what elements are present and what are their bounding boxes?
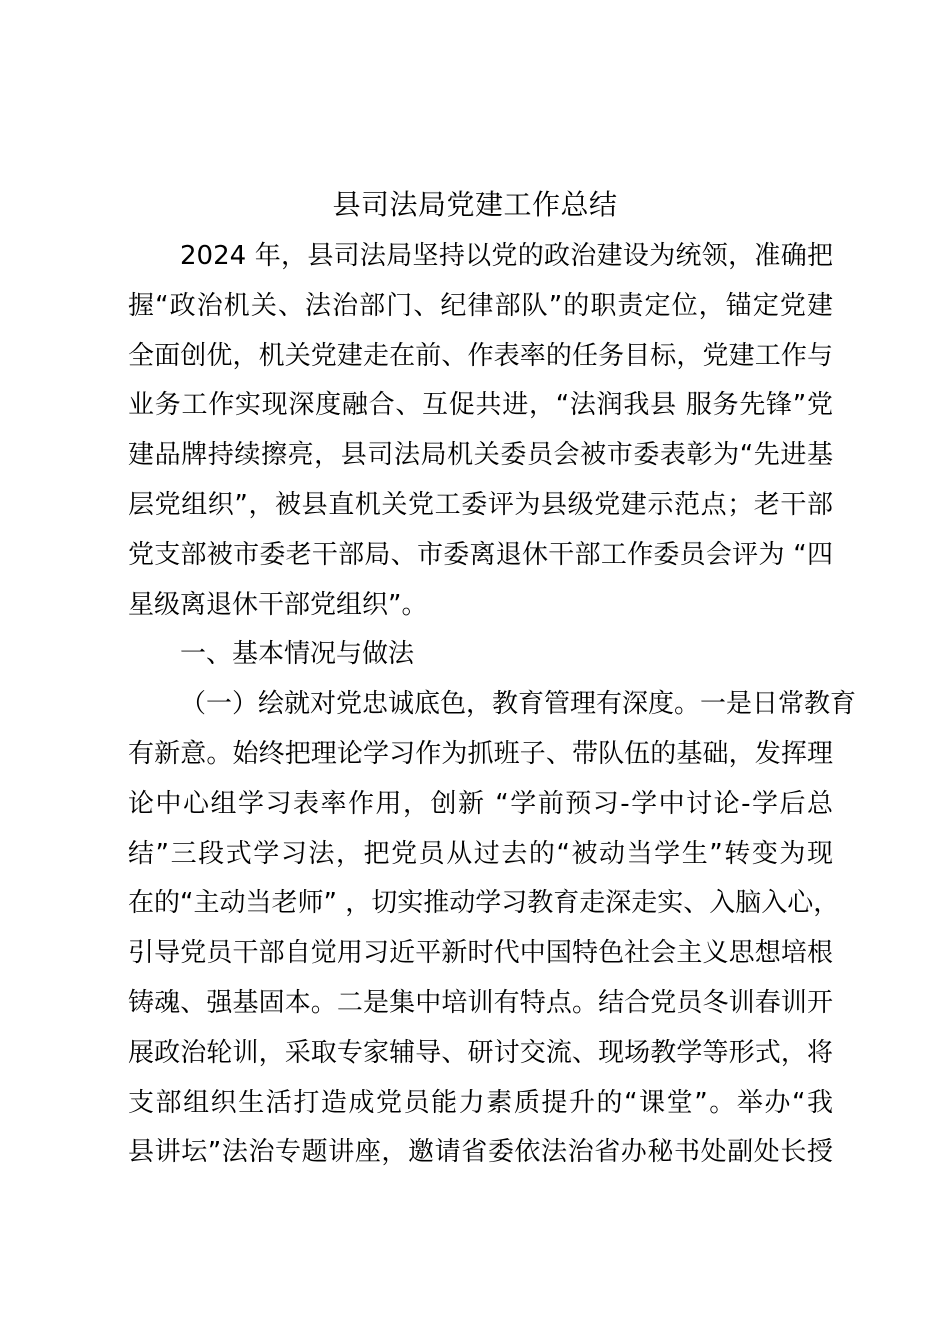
text-line: 展政治轮训，采取专家辅导、研讨交流、现场教学等形式，将 — [128, 1037, 833, 1068]
text-line: 有新意。始终把理论学习作为抓班子、带队伍的基础，发挥理 — [128, 738, 833, 769]
paragraph-section-one — [128, 680, 857, 1178]
text-line: 党支部被市委老干部局、市委离退休干部工作委员会评为 “四 — [128, 539, 833, 570]
text-line: 在的“主动当老师” ，切实推动学习教育走深走实、入脑入心， — [128, 888, 840, 919]
text-line: 层党组织”，被县直机关党工委评为县级党建示范点；老干部 — [128, 489, 833, 520]
text-line: 2024 年，县司法局坚持以党的政治建设为统领，准确把 — [180, 241, 833, 271]
text-line: 握“政治机关、法治部门、纪律部队”的职责定位，锚定党建 — [128, 290, 833, 321]
document-body — [128, 232, 857, 1178]
text-line: 论中心组学习表率作用，创新 “学前预习-学中讨论-学后总 — [128, 788, 833, 819]
text-line: 全面创优，机关党建走在前、作表率的任务目标，党建工作与 — [128, 340, 833, 371]
text-line: 引导党员干部自觉用习近平新时代中国特色社会主义思想培根 — [128, 938, 833, 969]
text-line: 结”三段式学习法，把党员从过去的“被动当学生”转变为现 — [128, 838, 833, 869]
text-line: 业务工作实现深度融合、互促共进，“法润我县 服务先锋”党 — [128, 390, 833, 421]
paragraph-intro — [128, 232, 833, 630]
section-heading: 一、基本情况与做法 — [180, 639, 415, 670]
document-title: 县司法局党建工作总结 — [332, 188, 618, 221]
text-line: 星级离退休干部党组织”。 — [128, 589, 428, 620]
text-line: 建品牌持续擦亮，县司法局机关委员会被市委表彰为“先进基 — [128, 440, 833, 471]
text-line: 铸魂、强基固本。二是集中培训有特点。结合党员冬训春训开 — [128, 987, 833, 1018]
text-line: （一）绘就对党忠诚底色，教育管理有深度。一是日常教育 — [180, 689, 857, 720]
text-line: 支部组织生活打造成党员能力素质提升的“课堂”。举办“我 — [128, 1087, 833, 1118]
text-line: 县讲坛”法治专题讲座，邀请省委依法治省办秘书处副处长授 — [128, 1137, 833, 1168]
